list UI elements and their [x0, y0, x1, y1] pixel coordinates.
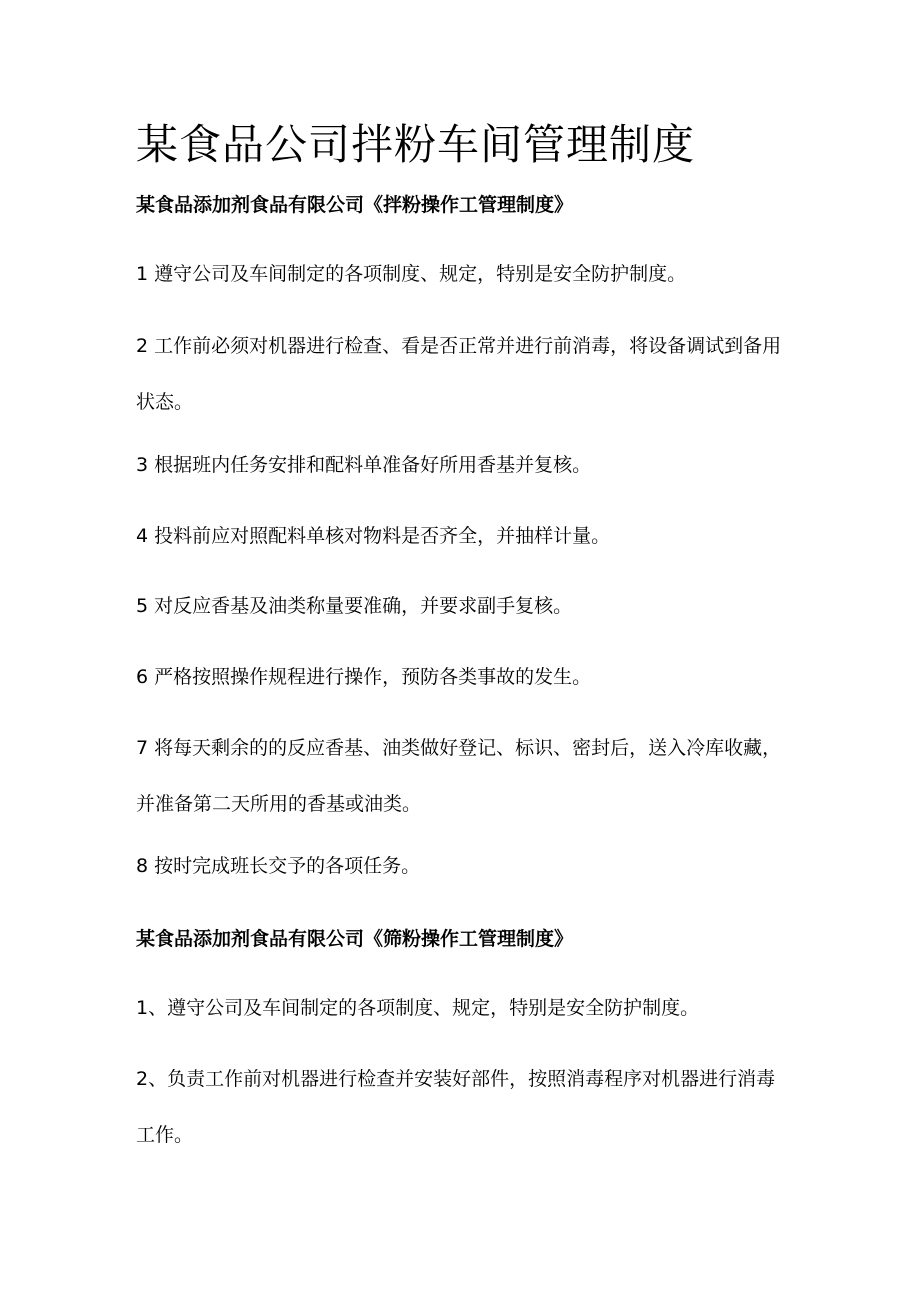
rule-item: 1、遵守公司及车间制定的各项制度、规定，特别是安全防护制度。 — [136, 997, 700, 1019]
rule-item: 4 投料前应对照配料单核对物料是否齐全，并抽样计量。 — [136, 525, 611, 547]
rule-item: 7 将每天剩余的的反应香基、油类做好登记、标识、密封后，送入冷库收藏，并准备第二天所用的香基或油类。 — [136, 737, 782, 815]
rule-item: 2 工作前必须对机器进行检查、看是否正常并进行前消毒，将设备调试到备用状态。 — [136, 335, 782, 413]
section-heading-mixing: 某食品添加剂食品有限公司《拌粉操作工管理制度》 — [136, 194, 574, 216]
rule-item: 6 严格按照操作规程进行操作，预防各类事故的发生。 — [136, 666, 592, 688]
rule-item: 1 遵守公司及车间制定的各项制度、规定，特别是安全防护制度。 — [136, 263, 687, 285]
rule-item: 2、负责工作前对机器进行检查并安装好部件，按照消毒程序对机器进行消毒工作。 — [136, 1068, 776, 1146]
document-title: 某食品公司拌粉车间管理制度 — [136, 120, 696, 169]
rule-item: 3 根据班内任务安排和配料单准备好所用香基并复核。 — [136, 454, 592, 476]
rule-item: 8 按时完成班长交予的各项任务。 — [136, 855, 421, 877]
section-heading-sieving: 某食品添加剂食品有限公司《筛粉操作工管理制度》 — [136, 928, 574, 950]
rule-item: 5 对反应香基及油类称量要准确，并要求副手复核。 — [136, 595, 573, 617]
